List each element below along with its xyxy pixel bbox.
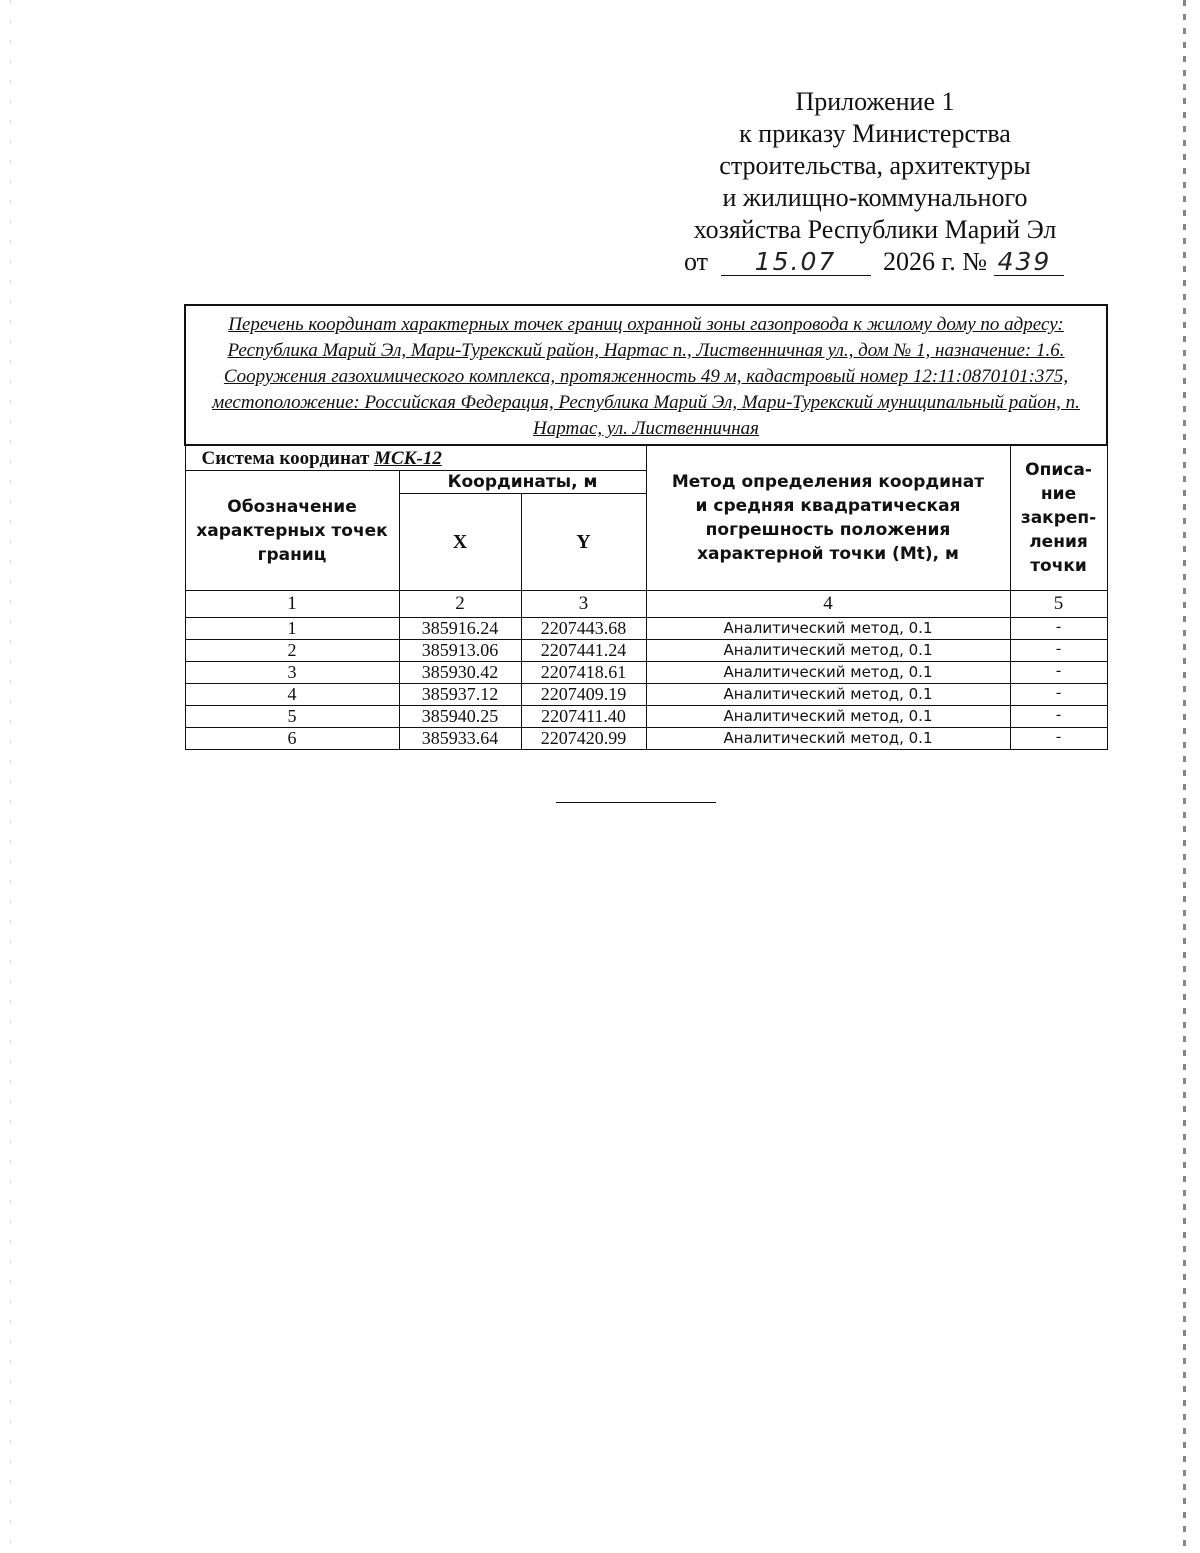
coord-y: 2207443.68 (521, 618, 646, 640)
coordinates-table (184, 304, 1108, 750)
description-cell: - (1010, 728, 1107, 750)
column-numbers-row (185, 591, 1107, 618)
date-prefix: от (684, 247, 709, 276)
table-row (185, 706, 1107, 728)
column-number: 5 (1010, 591, 1107, 618)
method-cell: Аналитический метод, 0.1 (646, 618, 1010, 640)
system-label: Система координат (201, 448, 370, 469)
coordinates-table-wrapper (184, 304, 1106, 750)
column-number: 3 (521, 591, 646, 618)
handwritten-number: 439 (997, 247, 1052, 276)
table-row (185, 728, 1107, 750)
date-field (721, 249, 871, 276)
method-cell: Аналитический метод, 0.1 (646, 640, 1010, 662)
method-cell: Аналитический метод, 0.1 (646, 662, 1010, 684)
point-id: 5 (185, 706, 399, 728)
description-cell: - (1010, 706, 1107, 728)
coordinate-system (185, 445, 646, 471)
method-cell: Аналитический метод, 0.1 (646, 706, 1010, 728)
handwritten-date: 15.07 (754, 247, 837, 276)
year-text: 2026 г. № (883, 247, 988, 276)
system-value: МСК-12 (374, 448, 442, 469)
coord-x: 385913.06 (399, 640, 521, 662)
scan-edge-artifact (1183, 0, 1186, 1553)
column-header-x: X (399, 494, 521, 591)
description-cell: - (1010, 618, 1107, 640)
coord-x: 385933.64 (399, 728, 521, 750)
appendix-header (660, 86, 1090, 278)
coord-y: 2207409.19 (521, 684, 646, 706)
table-row (185, 684, 1107, 706)
column-header-method: Метод определения координат и средняя квадратическая погрешность положения характерной точки (Mt), м (646, 445, 1010, 591)
column-number: 2 (399, 591, 521, 618)
coord-x: 385916.24 (399, 618, 521, 640)
appendix-title: Приложение 1 (795, 87, 955, 116)
point-id: 2 (185, 640, 399, 662)
table-row (185, 640, 1107, 662)
table-caption: Перечень координат характерных точек границ охранной зоны газопровода к жилому дому по адресу: Республика Марий Эл, Мари-Турекский район, Нартас п., Лиственничная ул., дом № 1, назначение: 1.6. Сооружения газохимического комплекса, протяженность 49 м, кадастровый номер 12:11:0870101:375, местоположение: Российская Федерация, Республика Марий Эл, Мари-Турекский муниципальный район, п. Нартас, ул. Лиственничная (185, 305, 1107, 445)
column-header-y: Y (521, 494, 646, 591)
column-header-coordinates: Координаты, м (399, 471, 646, 494)
table-row (185, 618, 1107, 640)
caption-row (185, 305, 1107, 445)
table-row (185, 662, 1107, 684)
coord-x: 385940.25 (399, 706, 521, 728)
description-cell: - (1010, 662, 1107, 684)
column-number: 4 (646, 591, 1010, 618)
description-cell: - (1010, 640, 1107, 662)
order-line-2: строительства, архитектуры (719, 151, 1031, 180)
order-line-3: и жилищно-коммунального (722, 183, 1028, 212)
method-cell: Аналитический метод, 0.1 (646, 728, 1010, 750)
point-id: 1 (185, 618, 399, 640)
system-row (185, 445, 1107, 471)
description-cell: - (1010, 684, 1107, 706)
coord-y: 2207418.61 (521, 662, 646, 684)
point-id: 3 (185, 662, 399, 684)
coord-y: 2207411.40 (521, 706, 646, 728)
end-of-document-line (556, 802, 716, 803)
order-line-1: к приказу Министерства (739, 119, 1011, 148)
coord-x: 385930.42 (399, 662, 521, 684)
order-line-4: хозяйства Республики Марий Эл (693, 215, 1057, 244)
scan-edge-artifact-left (10, 0, 11, 1553)
coord-y: 2207420.99 (521, 728, 646, 750)
method-cell: Аналитический метод, 0.1 (646, 684, 1010, 706)
point-id: 4 (185, 684, 399, 706)
column-number: 1 (185, 591, 399, 618)
coord-x: 385937.12 (399, 684, 521, 706)
coord-y: 2207441.24 (521, 640, 646, 662)
order-date-line (684, 246, 1090, 278)
column-header-description: Описа-ние закреп-ления точки (1010, 445, 1107, 591)
column-header-point: Обозначение характерных точек границ (185, 471, 399, 591)
number-field (994, 249, 1064, 276)
point-id: 6 (185, 728, 399, 750)
